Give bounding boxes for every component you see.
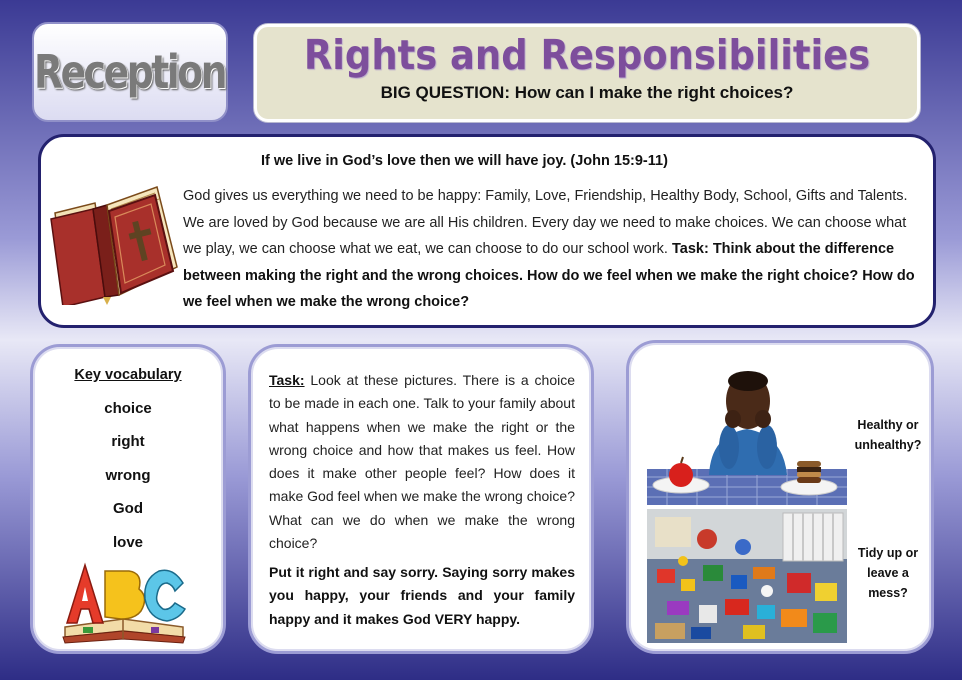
- abc-book-icon: [59, 557, 189, 645]
- bible-icon: [45, 185, 183, 305]
- boy-choosing-food-photo: [647, 357, 847, 505]
- scripture-heading: If we live in God’s love then we will have joy. (John 15:9-11): [261, 153, 668, 169]
- tidy-caption: Tidy up or leave a mess?: [857, 546, 919, 600]
- task-text: [269, 369, 575, 555]
- vocab-word: wrong: [105, 467, 151, 484]
- vocab-word: choice: [104, 400, 152, 417]
- vocab-word: God: [113, 500, 143, 517]
- main-text-panel: [38, 134, 936, 328]
- year-group-label: Reception: [34, 45, 226, 99]
- vocab-word: right: [111, 433, 145, 450]
- year-group-badge: [32, 22, 228, 122]
- big-question: BIG QUESTION: How can I make the right choices?: [380, 83, 794, 102]
- page-title: Rights and Responsibilities: [303, 31, 871, 79]
- vocabulary-panel: [30, 344, 226, 654]
- title-banner: [254, 24, 920, 122]
- messy-room-photo: [647, 509, 847, 643]
- main-task: Task: Think about the difference between making the right and the wrong choices. How do we feel when we make the right choice? How do we feel when we make the wrong choice?: [183, 241, 915, 310]
- healthy-caption: Healthy or unhealthy?: [854, 418, 922, 452]
- vocab-word: love: [112, 534, 143, 551]
- say-sorry-text: Put it right and say sorry. Saying sorry makes you happy, your friends and your family happy and it makes God VERY happy.: [269, 564, 575, 627]
- task-panel: [248, 344, 594, 654]
- task-instructions: Look at these pictures. There is a choice to be made in each one. Talk to your family about what happens when we make the right or the wrong choice and how that makes us feel. How does it make other people feel? How does it make God feel when we make the wrong choice? What can we do when we make the wrong choice?: [269, 372, 576, 552]
- vocabulary-title: Key vocabulary: [74, 367, 182, 383]
- task-label: Task:: [269, 372, 305, 388]
- pictures-panel: [626, 340, 934, 654]
- main-body-text: [183, 183, 928, 316]
- main-paragraph: God gives us everything we need to be happy: Family, Love, Friendship, Healthy Body, School, Gifts and Talents. We are loved by God because we are all His children. Every day we need to make choices. We can choose what we play, we can choose what we eat, we can choose to do our school work.: [183, 188, 908, 257]
